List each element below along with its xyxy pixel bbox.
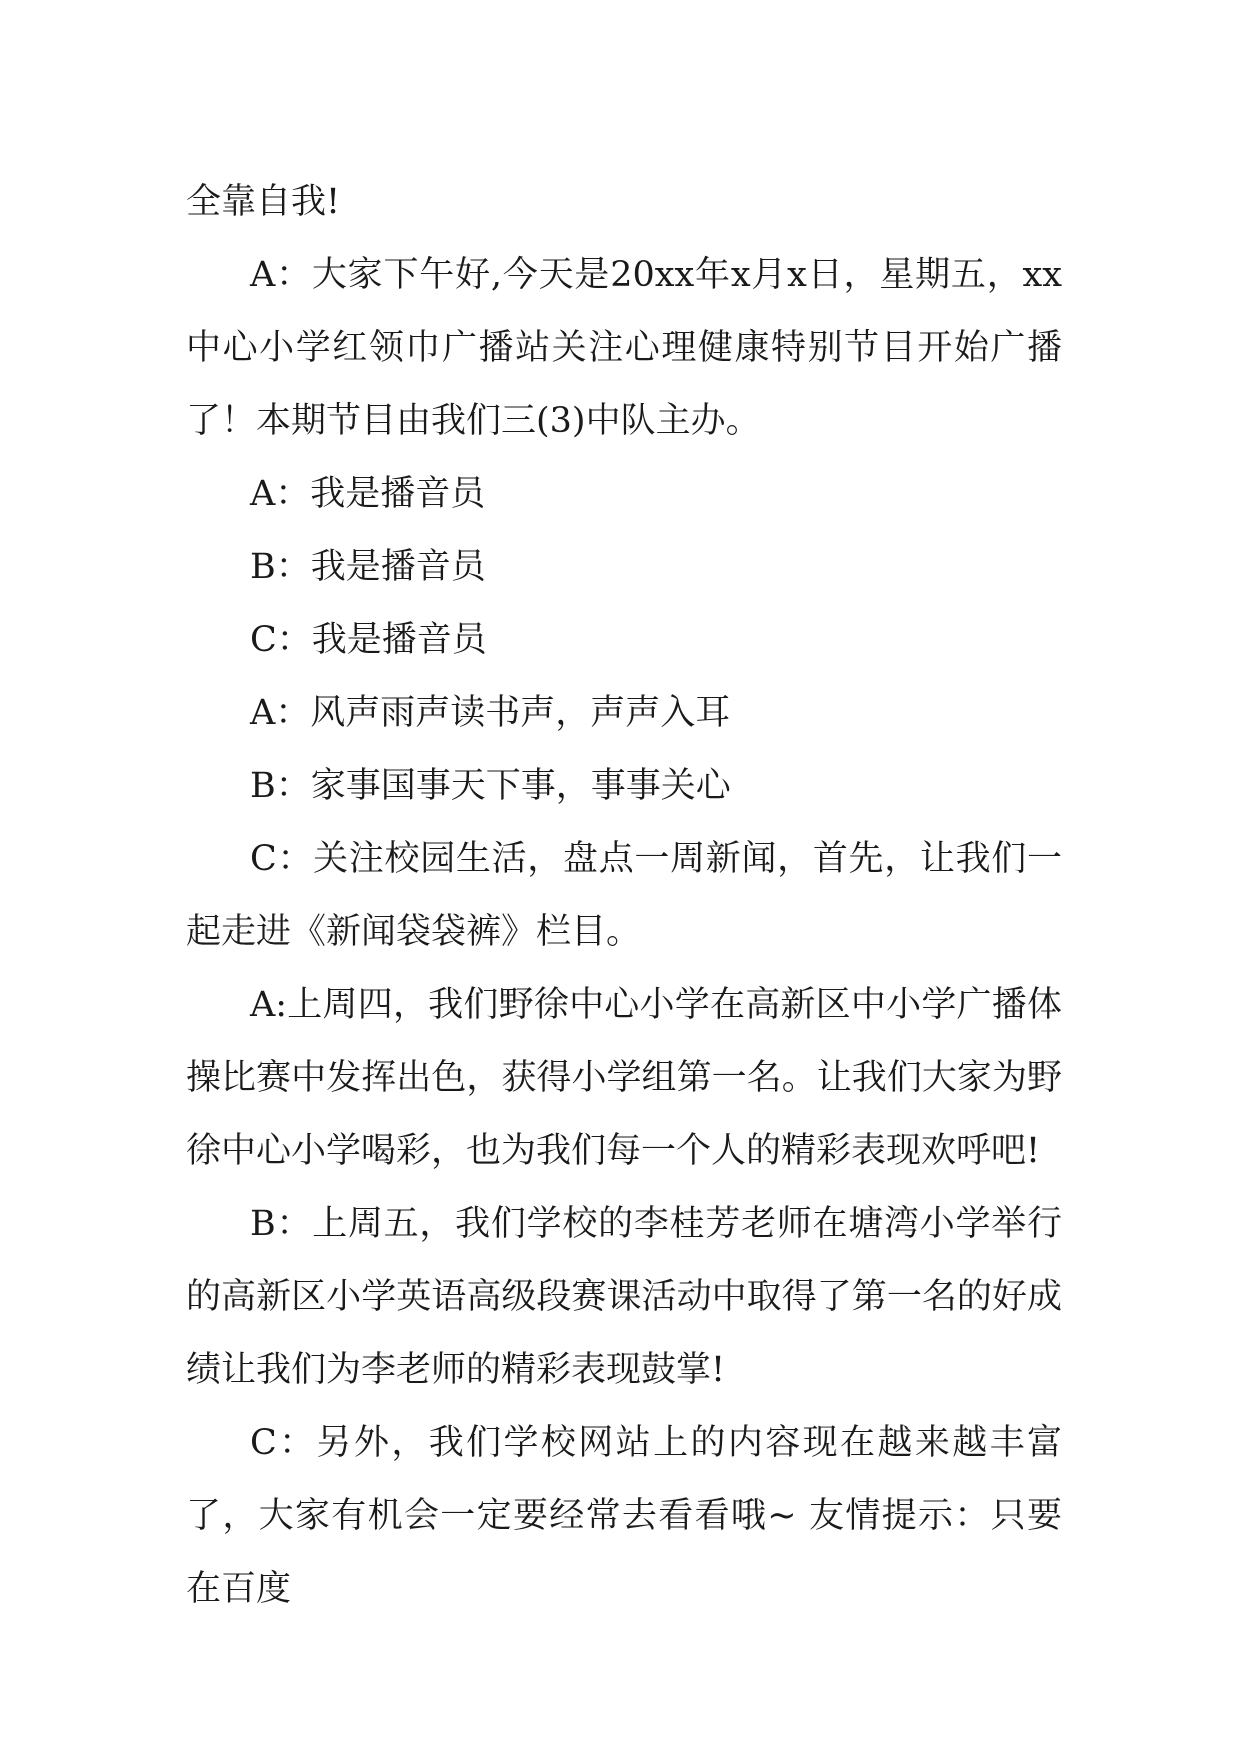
paragraph-9: A:上周四，我们野徐中心小学在高新区中小学广播体操比赛中发挥出色，获得小学组第一名。让我们大家为野徐中心小学喝彩，也为我们每一个人的精彩表现欢呼吧!: [186, 985, 1062, 1171]
paragraph-8: C：关注校园生活，盘点一周新闻，首先，让我们一起走进《新闻袋袋裤》栏目。: [186, 839, 1062, 952]
paragraph-6: A：风声雨声读书声，声声入耳: [250, 693, 731, 733]
paragraph-11: C：另外，我们学校网站上的内容现在越来越丰富了，大家有机会一定要经常去看看哦~ 友情提示：只要在百度: [186, 1423, 1062, 1609]
paragraph-10: B：上周五，我们学校的李桂芳老师在塘湾小学举行的高新区小学英语高级段赛课活动中取得了第一名的好成绩让我们为李老师的精彩表现鼓掌!: [186, 1204, 1062, 1390]
document-body: [186, 166, 1062, 1626]
paragraph-1: 全靠自我!: [186, 182, 341, 222]
paragraph-7: B：家事国事天下事，事事关心: [250, 766, 731, 806]
paragraph-4: B：我是播音员: [250, 547, 486, 587]
paragraph-2: A：大家下午好,今天是20xx年x月x日，星期五，xx中心小学红领巾广播站关注心理健康特别节目开始广播了！本期节目由我们三(3)中队主办。: [186, 255, 1062, 441]
paragraph-5: C：我是播音员: [250, 620, 487, 660]
paragraph-3: A：我是播音员: [250, 474, 486, 514]
